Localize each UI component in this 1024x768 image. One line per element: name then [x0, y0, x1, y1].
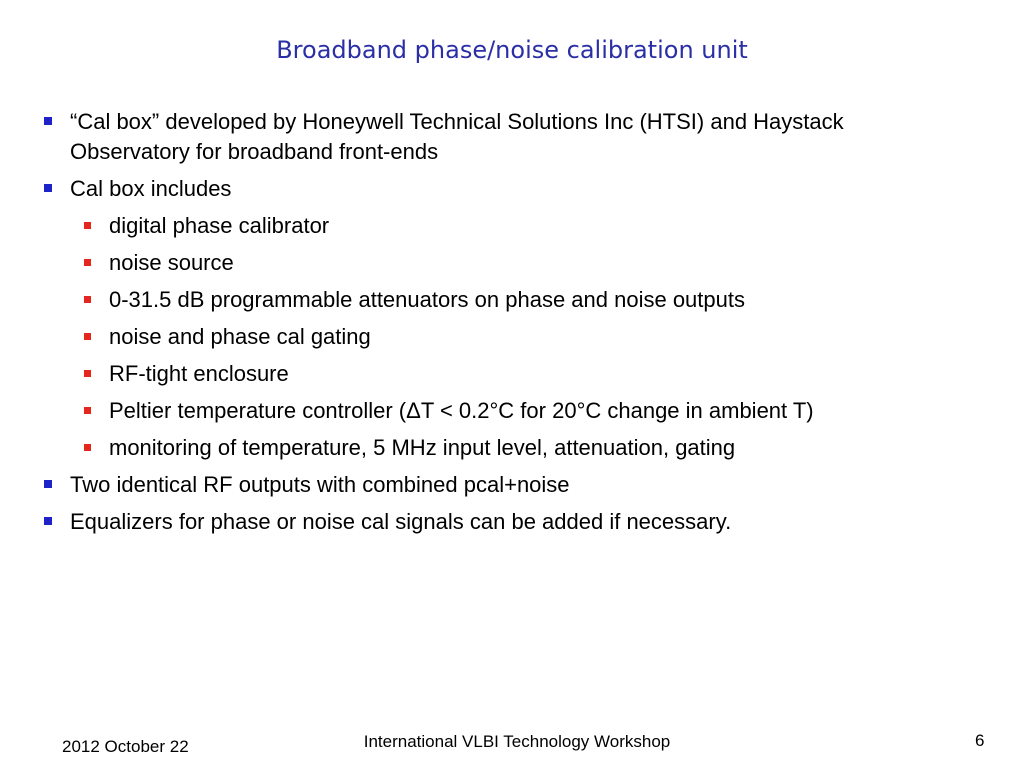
bullet-item-continuation — [70, 137, 438, 167]
bullet-marker-square — [44, 470, 54, 500]
footer-event-name: International VLBI Technology Workshop — [363, 732, 671, 751]
bullet-item — [70, 470, 570, 500]
sub-bullet-marker-square — [84, 359, 94, 389]
sub-bullet-text: Peltier temperature controller (ΔT < 0.2°C for 20°C change in ambient T) — [109, 398, 814, 423]
bullet-text: Two identical RF outputs with combined pcal+noise — [70, 472, 570, 497]
bullet-marker-square — [44, 507, 54, 537]
sub-bullet-text: monitoring of temperature, 5 MHz input level, attenuation, gating — [109, 435, 736, 460]
bullet-item — [70, 507, 731, 537]
sub-bullet-item — [109, 211, 329, 241]
sub-bullet-marker-square — [84, 322, 94, 352]
bullet-marker-square — [44, 174, 54, 204]
sub-bullet-item — [109, 322, 371, 352]
sub-bullet-text: RF-tight enclosure — [109, 361, 289, 386]
bullet-item — [70, 174, 231, 204]
sub-bullet-marker-square — [84, 396, 94, 426]
bullet-item — [70, 107, 844, 137]
page-number: 6 — [975, 731, 985, 750]
bullet-marker-square — [44, 107, 54, 137]
footer-date: 2012 October 22 — [62, 737, 189, 756]
sub-bullet-item — [109, 433, 735, 463]
sub-bullet-text: noise source — [109, 250, 234, 275]
sub-bullet-item — [109, 248, 234, 278]
sub-bullet-marker-square — [84, 285, 94, 315]
sub-bullet-text: digital phase calibrator — [109, 213, 330, 238]
bullet-text: “Cal box” developed by Honeywell Technical Solutions Inc (HTSI) and Haystack — [70, 109, 844, 134]
slide-title: Broadband phase/noise calibration unit — [276, 36, 748, 64]
sub-bullet-marker-square — [84, 248, 94, 278]
sub-bullet-item — [109, 285, 745, 315]
sub-bullet-marker-square — [84, 211, 94, 241]
bullet-text: Cal box includes — [70, 176, 232, 201]
sub-bullet-text: noise and phase cal gating — [109, 324, 371, 349]
sub-bullet-item — [109, 359, 289, 389]
sub-bullet-text: 0-31.5 dB programmable attenuators on phase and noise outputs — [109, 287, 745, 312]
sub-bullet-item — [109, 396, 814, 426]
sub-bullet-marker-square — [84, 433, 94, 463]
bullet-text: Observatory for broadband front-ends — [70, 139, 439, 164]
bullet-text: Equalizers for phase or noise cal signals can be added if necessary. — [70, 509, 732, 534]
